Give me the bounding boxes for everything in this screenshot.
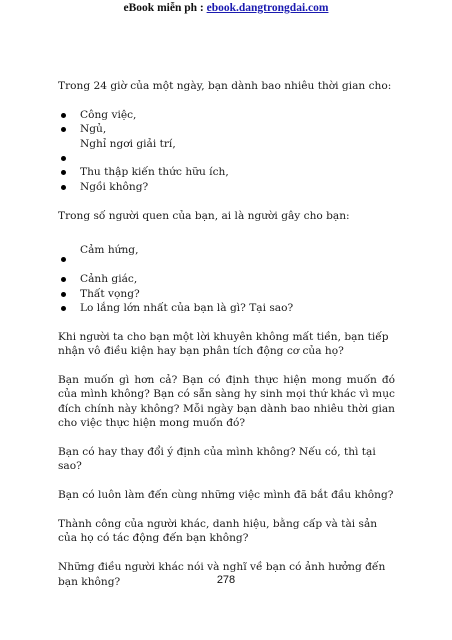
- page-body: [58, 79, 395, 603]
- list-item: Cảm hứng,: [58, 237, 395, 272]
- time-allocation-list: [58, 108, 395, 194]
- list-item: Thất vọng?: [58, 287, 395, 301]
- question-acquaintances: Trong số người quen của bạn, ai là người gây cho bạn:: [58, 209, 350, 222]
- list-item: Công việc,: [58, 108, 395, 122]
- list-item: Ngồi không?: [58, 180, 395, 194]
- page-header: [0, 2, 452, 14]
- paragraph: Thành công của người khác, danh hiệu, bằng cấp và tài sản của họ có tác động đến bạn không?: [58, 518, 378, 545]
- list-item: [58, 151, 395, 165]
- paragraph: Khi người ta cho bạn một lời khuyên không mất tiền, bạn tiếp nhận vô điều kiện hay bạn phân tích động cơ của họ?: [58, 330, 389, 358]
- list-item: Thu thập kiến thức hữu ích,: [58, 165, 395, 179]
- paragraph: Bạn có hay thay đổi ý định của mình không? Nếu có, thì tại sao?: [58, 446, 376, 473]
- header-prefix: eBook miễn ph :: [123, 2, 207, 14]
- list-item: Cảnh giác,: [58, 272, 395, 286]
- question-time-allocation: Trong 24 giờ của một ngày, bạn dành bao nhiêu thời gian cho:: [58, 80, 392, 92]
- paragraph: Những điều người khác nói và nghĩ về bạn có ảnh hưởng đến bạn không?: [58, 561, 386, 588]
- list-item: Lo lắng lớn nhất của bạn là gì? Tại sao?: [58, 301, 395, 315]
- list-item: Ngủ, Nghỉ ngơi giải trí,: [58, 122, 395, 151]
- acquaintances-list: [58, 237, 395, 315]
- ebook-site-link[interactable]: ebook.dangtrongdai.com: [206, 2, 329, 14]
- paragraph: Bạn có luôn làm đến cùng những việc mình đã bắt đầu không?: [58, 489, 394, 502]
- paragraph: Bạn muốn gì hơn cả? Bạn có định thực hiện mong muốn đó của mình không? Bạn có sẵn sàng hy sinh mọi thứ khác vì mục đích chính này không? Mỗi ngày bạn dành bao nhiêu thời gian cho việc thực hiện mong muốn đó?: [58, 374, 395, 430]
- page-number: 278: [216, 574, 236, 586]
